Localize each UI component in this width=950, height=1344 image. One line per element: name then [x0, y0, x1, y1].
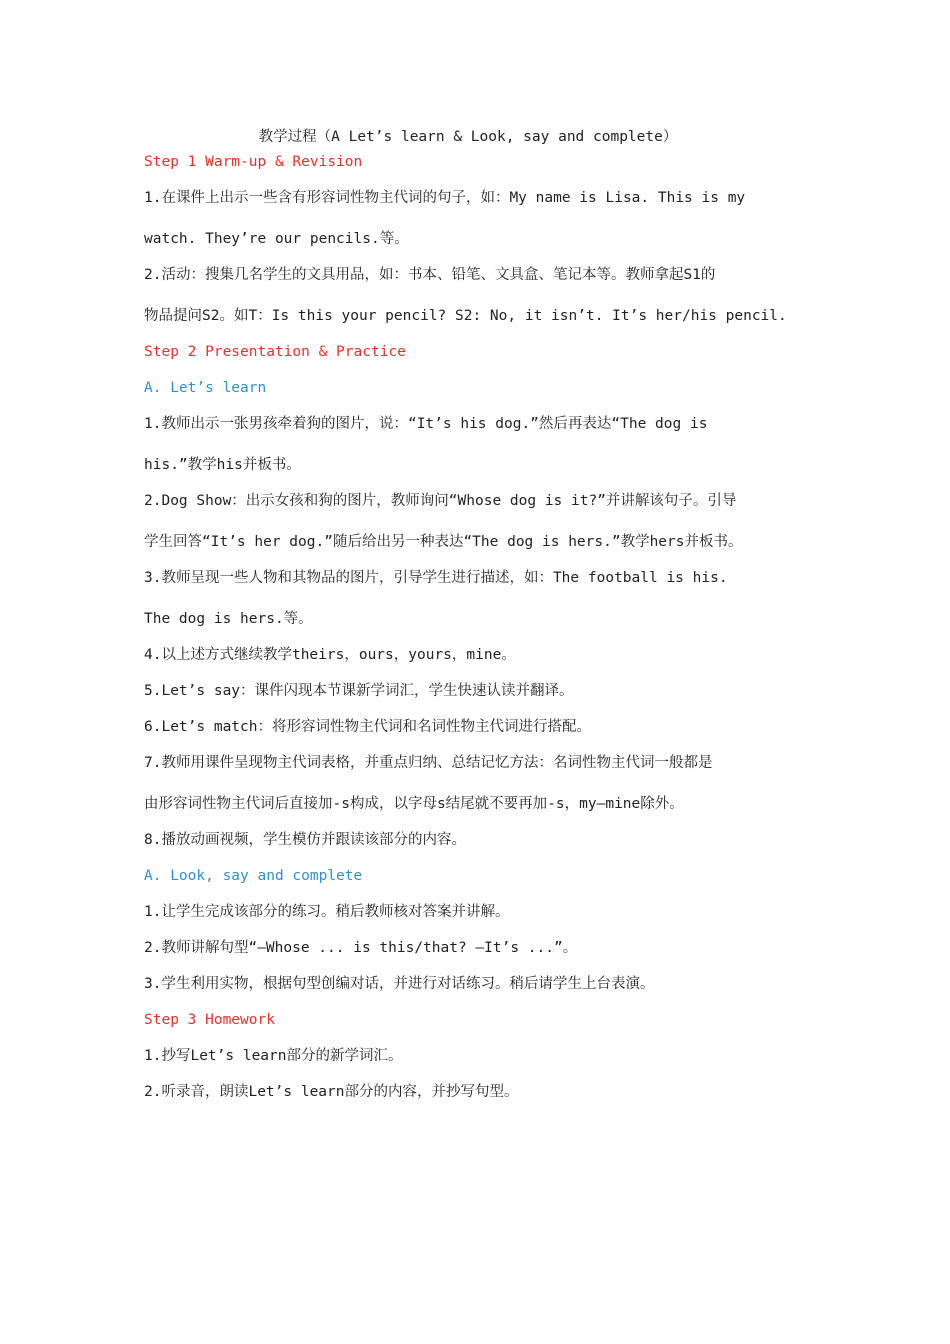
lets-learn-item-6: 6.Let’s match：将形容词性物主代词和名词性物主代词进行搭配。 [144, 719, 591, 735]
homework-item-1: 1.抄写Let’s learn部分的新学词汇。 [144, 1048, 403, 1064]
lets-learn-item-3-line-2: The dog is hers.等。 [144, 611, 313, 627]
step1-heading: Step 1 Warm-up & Revision [144, 154, 363, 170]
look-say-item-2: 2.教师讲解句型“—Whose ... is this/that? —It’s ...”。 [144, 940, 578, 956]
homework-item-2: 2.听录音，朗读Let’s learn部分的内容，并抄写句型。 [144, 1084, 519, 1100]
step2-heading: Step 2 Presentation & Practice [144, 344, 406, 360]
lets-learn-heading: A. Let’s learn [144, 380, 267, 396]
document-title: 教学过程（A Let’s learn & Look, say and complete） [258, 129, 678, 145]
lets-learn-item-2-line-1: 2.Dog Show：出示女孩和狗的图片，教师询问“Whose dog is it?”并讲解该句子。引导 [144, 493, 737, 509]
lets-learn-item-7-line-2: 由形容词性物主代词后直接加-s构成，以字母s结尾就不要再加-s，my—mine除外。 [144, 796, 684, 812]
lets-learn-item-5: 5.Let’s say：课件闪现本节课新学词汇，学生快速认读并翻译。 [144, 683, 574, 699]
lets-learn-item-4: 4.以上述方式继续教学theirs，ours，yours，mine。 [144, 647, 516, 663]
step3-heading: Step 3 Homework [144, 1012, 275, 1028]
lets-learn-item-2-line-2: 学生回答“It’s her dog.”随后给出另一种表达“The dog is hers.”教学hers并板书。 [144, 534, 743, 550]
look-say-item-1: 1.让学生完成该部分的练习。稍后教师核对答案并讲解。 [144, 904, 510, 920]
look-say-item-3: 3.学生利用实物，根据句型创编对话，并进行对话练习。稍后请学生上台表演。 [144, 976, 655, 992]
lets-learn-item-8: 8.播放动画视频，学生模仿并跟读该部分的内容。 [144, 832, 466, 848]
lets-learn-item-1-line-2: his.”教学his并板书。 [144, 457, 301, 473]
lets-learn-item-1-line-1: 1.教师出示一张男孩牵着狗的图片，说：“It’s his dog.”然后再表达“The dog is [144, 416, 708, 432]
look-say-heading: A. Look, say and complete [144, 868, 363, 884]
lets-learn-item-3-line-1: 3.教师呈现一些人物和其物品的图片，引导学生进行描述，如：The football is his. [144, 570, 728, 586]
lets-learn-item-7-line-1: 7.教师用课件呈现物主代词表格，并重点归纳、总结记忆方法：名词性物主代词一般都是 [144, 755, 713, 771]
step1-item-1-line-1: 1.在课件上出示一些含有形容词性物主代词的句子，如：My name is Lisa. This is my [144, 190, 746, 206]
step1-item-2-line-2: 物品提问S2。如T：Is this your pencil? S2: No, it isn’t. It’s her/his pencil. [144, 308, 787, 324]
step1-item-1-line-2: watch. They’re our pencils.等。 [144, 231, 409, 247]
step1-item-2-line-1: 2.活动：搜集几名学生的文具用品，如：书本、铅笔、文具盒、笔记本等。教师拿起S1的 [144, 267, 716, 283]
